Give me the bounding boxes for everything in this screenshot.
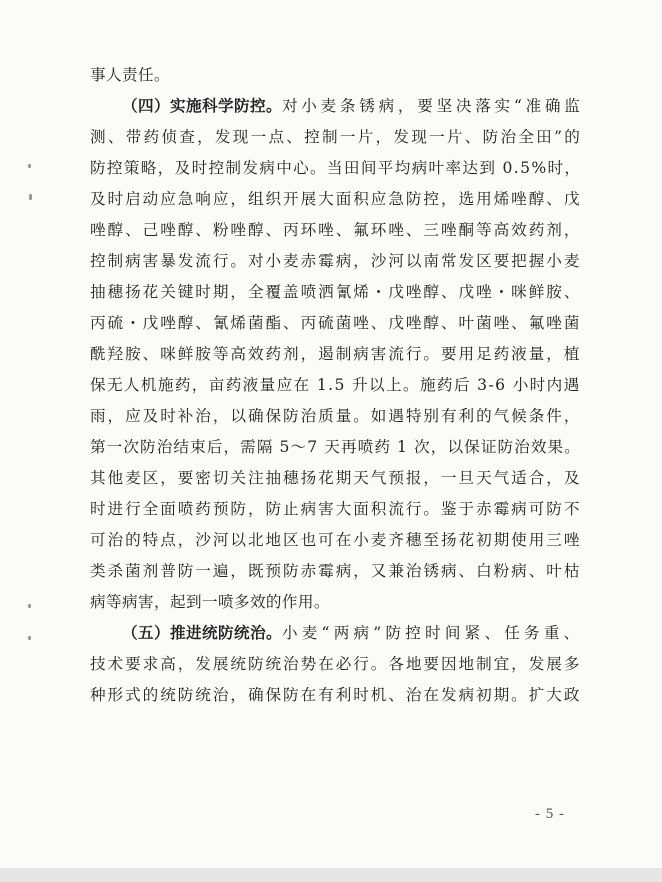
line-text: 其他麦区，要密切关注抽穗扬花期天气预报，一旦天气适合，及: [90, 469, 582, 487]
text-line: [90, 308, 580, 339]
text-line: [90, 153, 580, 184]
line-text: 类杀菌剂普防一遍，既预防赤霉病，又兼治锈病、白粉病、叶枯: [90, 562, 582, 580]
text-line: [90, 184, 580, 215]
binding-mark: [28, 636, 31, 640]
line-text: 控制病害暴发流行。对小麦赤霉病，沙河以南常发区要把握小麦: [90, 252, 582, 270]
line-text: 及时启动应急响应，组织开展大面积应急防控，选用烯唑醇、戊: [90, 190, 582, 208]
section-heading: （四）实施科学防控。: [122, 97, 282, 115]
line-text: 小麦“两病”防控时间紧、任务重、: [281, 624, 584, 642]
line-text: 酰羟胺、咪鲜胺等高效药剂，遏制病害流行。要用足药液量，植: [90, 345, 582, 363]
line-text: 可治的特点，沙河以北地区也可在小麦齐穗至扬花初期使用三唑: [90, 531, 582, 549]
line-text: 第一次防治结束后，需隔 5～7 天再喷药 1 次，以保证防治效果。: [90, 438, 581, 456]
line-text: 测、带药侦查，发现一点、控制一片，发现一片、防治全田”的: [90, 128, 583, 146]
text-line: [90, 556, 580, 587]
line-text: 保无人机施药，亩药液量应在 1.5 升以上。施药后 3-6 小时内遇: [90, 376, 581, 394]
text-line: [90, 432, 580, 463]
line-text: 对小麦条锈病，要坚决落实“准确监: [281, 97, 584, 115]
paragraph: [90, 618, 584, 711]
text-line: [90, 339, 580, 370]
paragraph: [90, 60, 580, 91]
text-line: [90, 91, 584, 122]
line-text: 雨，应及时补治，以确保防治质量。如遇特别有利的气候条件，: [90, 407, 582, 425]
binding-mark: [28, 604, 31, 608]
text-line: [90, 618, 584, 649]
text-line: [90, 122, 583, 153]
line-text: 事人责任。: [90, 66, 170, 84]
text-line: [90, 680, 580, 711]
text-line: [90, 494, 580, 525]
line-text: 病等病害，起到一喷多效的作用。: [90, 593, 330, 611]
text-line: [90, 60, 580, 91]
text-line: [90, 370, 580, 401]
page-number: - 5 -: [535, 806, 565, 822]
line-text: 技术要求高，发展统防统治势在必行。各地要因地制宜，发展多: [90, 655, 582, 673]
line-text: 丙硫・戊唑醇、氰烯菌酯、丙硫菌唑、戊唑醇、叶菌唑、氟唑菌: [90, 314, 582, 332]
section-heading: （五）推进统防统治。: [122, 624, 282, 642]
line-text: 唑醇、己唑醇、粉唑醇、丙环唑、氟环唑、三唑酮等高效药剂，: [90, 221, 582, 239]
paragraph: [90, 91, 584, 618]
line-text: 时进行全面喷药预防，防止病害大面积流行。鉴于赤霉病可防不: [90, 500, 582, 518]
body-text: [90, 60, 584, 711]
text-line: [90, 215, 580, 246]
text-line: [90, 649, 580, 680]
text-line: [90, 463, 580, 494]
text-line: [90, 246, 580, 277]
line-text: 抽穗扬花关键时期，全覆盖喷洒氰烯・戊唑醇、戊唑・咪鲜胺、: [90, 283, 582, 301]
text-line: [90, 277, 580, 308]
text-line: [90, 587, 580, 618]
viewer-bottom-bar: [0, 868, 662, 882]
binding-mark: [29, 194, 32, 200]
binding-mark: [28, 164, 31, 168]
line-text: 种形式的统防统治，确保防在有利时机、治在发病初期。扩大政: [90, 686, 582, 704]
text-line: [90, 401, 580, 432]
line-text: 防控策略，及时控制发病中心。当田间平均病叶率达到 0.5%时，: [90, 159, 582, 177]
text-line: [90, 525, 580, 556]
